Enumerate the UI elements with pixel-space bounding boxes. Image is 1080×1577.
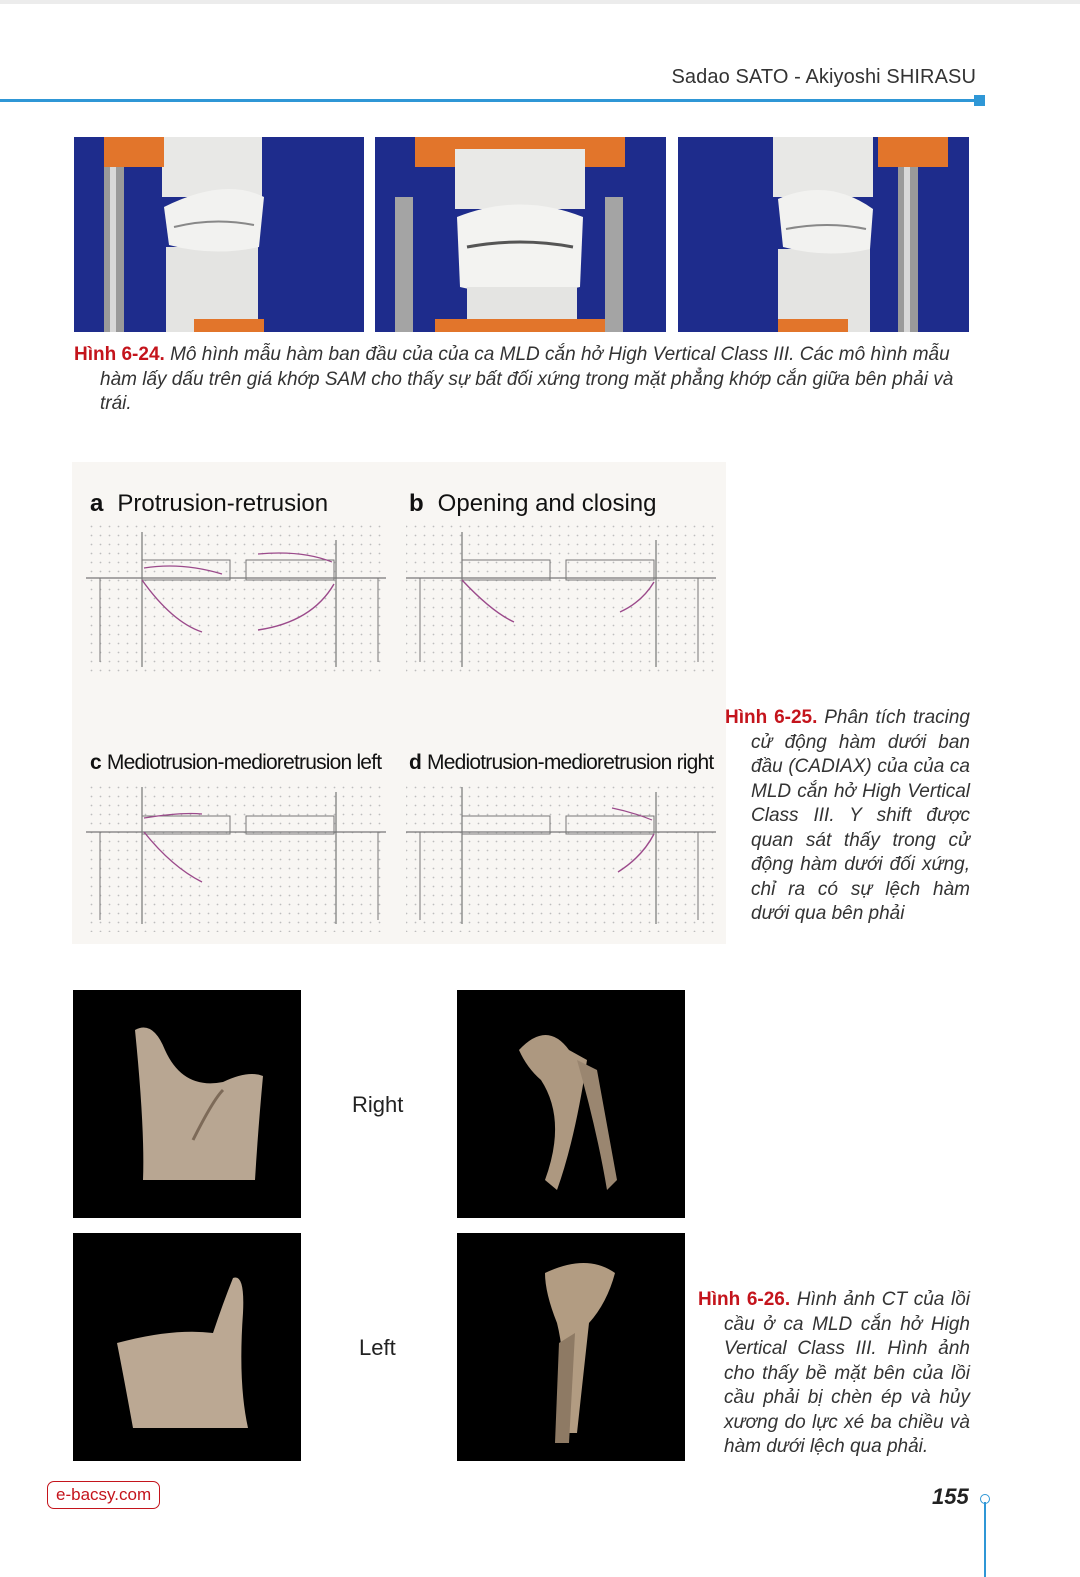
tracing-panel-d-title-text: Mediotrusion-medioretrusion right [427,751,714,774]
figure-6-26-text: Hình ảnh CT của lồi cầu ở ca MLD cắn hở High Vertical Class III. Hình ảnh cho thấy bề mặt bên của lồi cầu phải bị chèn ép và hủy xương do lực xé ba chiều và hàm dưới lệch qua phải. [724,1289,970,1457]
tracing-panel-a-letter: a [90,490,104,517]
dental-model-photo-front [375,137,666,332]
tracing-panel-b-title [409,490,657,518]
tracing-panel-a-title-text: Protrusion-retrusion [117,490,329,517]
tracing-panel-c-title [90,751,381,775]
ct-image-right-posterior [457,990,685,1218]
tracing-panel-a-title [90,490,328,518]
tracing-panel-c-letter: c [90,751,101,774]
ct-row-label-left: Left [359,1335,396,1360]
dental-model-photo-right [74,137,364,332]
tracing-panel-a [86,522,386,672]
tracing-panel-b [406,522,716,672]
tracing-panel-d [406,782,716,932]
tracing-panel-d-letter: d [409,751,422,774]
figure-6-24-caption [74,343,970,417]
figure-6-26-caption [698,1288,970,1460]
ct-row-label-right: Right [352,1092,404,1117]
tracing-panel-b-letter: b [409,490,424,517]
dental-model-photo-left [678,137,969,332]
figure-6-25-label: Hình 6-25. [725,707,818,728]
figure-6-24-label: Hình 6-24. [74,344,165,365]
figure-6-26-label: Hình 6-26. [698,1289,791,1310]
figure-6-24-text: Mô hình mẫu hàm ban đầu của của ca MLD cắn hở High Vertical Class III. Các mô hình mẫu hàm lấy dấu trên giá khớp SAM cho thấy sự bất đối xứng trong mặt phẳng khớp cắn giữa bên phải và trái. [100,344,954,414]
tracing-panel-c-title-text: Mediotrusion-medioretrusion left [106,751,382,774]
tracing-panel-d-title [409,751,713,775]
website-badge[interactable]: e-bacsy.com [47,1481,160,1509]
cadiax-tracing-graphics [72,462,726,944]
header-rule [0,99,978,102]
running-header-author: Sadao SATO - Akiyoshi SHIRASU [671,66,976,88]
ct-image-right-lateral [73,990,301,1218]
tracing-panel-c [86,782,386,932]
ct-image-left-posterior [457,1233,685,1461]
ct-image-left-lateral [73,1233,301,1461]
page-marker-line [984,1502,986,1577]
figure-6-25-text: Phân tích tracing cử động hàm dưới ban đầu (CADIAX) của của ca MLD cắn hở High Vertical Class III. Y shift được quan sát thấy trong cử động hàm dưới đối xứng, chỉ ra có sự lệch hàm dưới qua bên phải [751,707,970,924]
top-strip [0,0,1080,4]
figure-6-25-caption [725,706,970,927]
tracing-panel-b-title-text: Opening and closing [437,490,657,517]
cadiax-tracing-figure [72,462,726,944]
header-rule-square [974,95,985,106]
page-number: 155 [932,1484,969,1509]
